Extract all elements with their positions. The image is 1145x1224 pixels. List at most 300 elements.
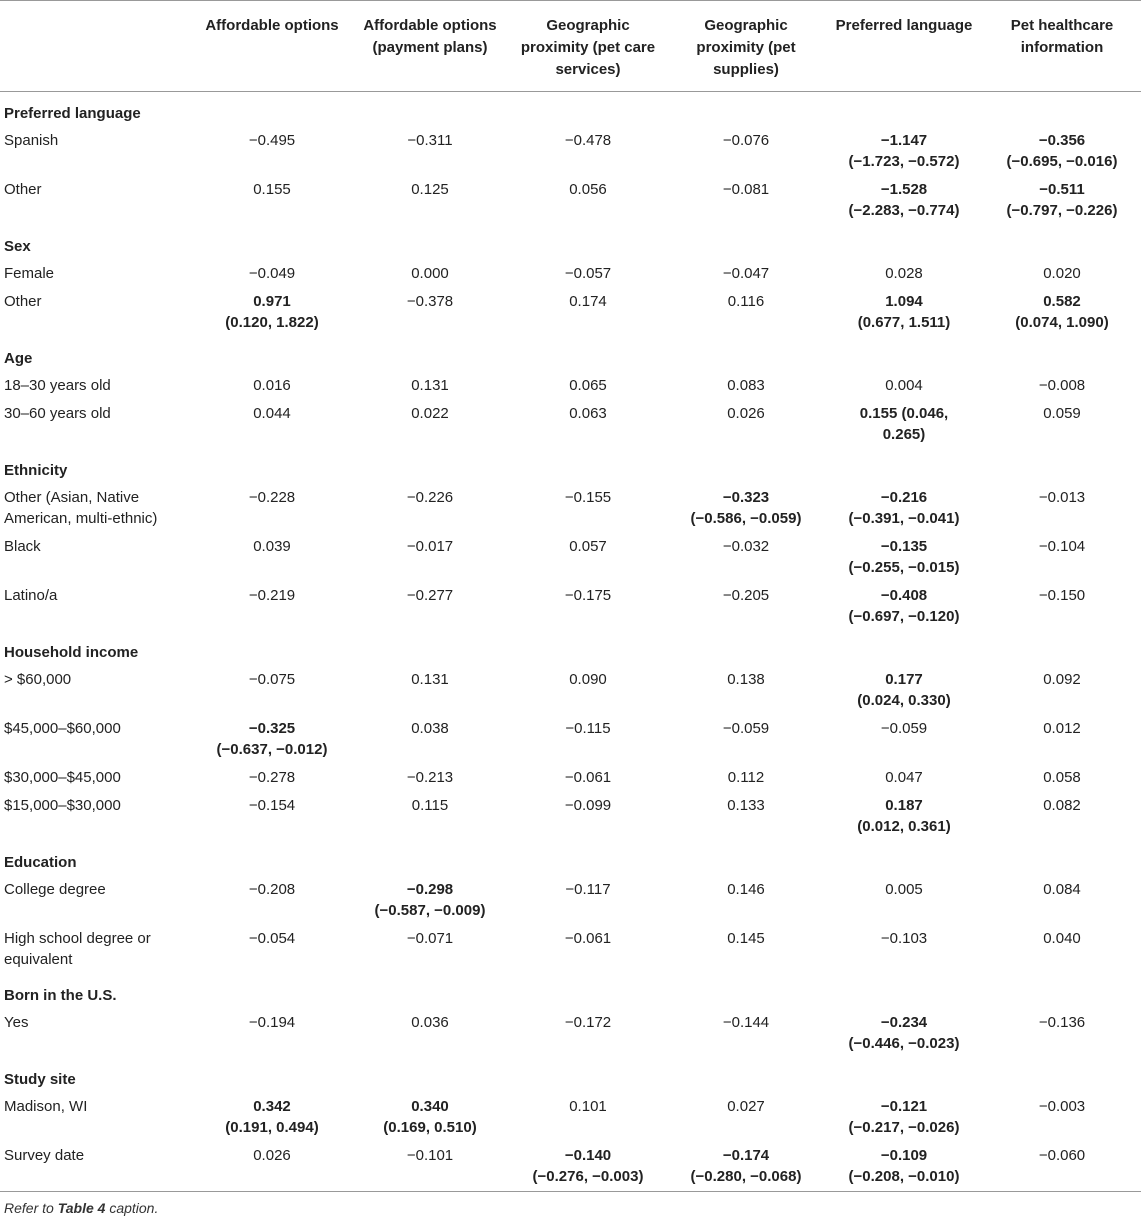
coefficient-cell: [983, 715, 1141, 764]
coefficient-cell: [193, 666, 351, 715]
section-row: [0, 1058, 1141, 1093]
section-title: Household income: [4, 644, 139, 661]
coefficient-value: 0.138: [727, 671, 765, 688]
coefficient-value: 0.012: [1043, 720, 1081, 737]
coefficient-cell: [667, 925, 825, 974]
footnote-suffix: caption.: [105, 1200, 159, 1216]
coefficient-value: −0.076: [722, 132, 770, 149]
coefficient-value: −0.103: [880, 930, 928, 947]
coefficient-cell: [825, 764, 983, 792]
coefficient-cell: [667, 876, 825, 925]
coefficient-value: −0.356: [1038, 132, 1086, 149]
coefficient-value: 0.084: [1043, 881, 1081, 898]
coefficient-value: −0.059: [722, 720, 770, 737]
coefficient-value: −0.378: [406, 293, 454, 310]
coefficient-cell: [193, 1142, 351, 1192]
coefficient-cell: [509, 764, 667, 792]
coefficient-cell: [825, 400, 983, 449]
coefficient-cell: [351, 400, 509, 449]
coefficient-value: −0.059: [880, 720, 928, 737]
confidence-interval: (0.024, 0.330): [857, 692, 951, 709]
coefficient-value: 0.039: [253, 538, 291, 555]
coefficient-value: 1.094: [885, 293, 923, 310]
coefficient-cell: [983, 764, 1141, 792]
row-label: Other (Asian, Native American, multi-ethnic): [4, 489, 158, 527]
coefficient-cell: [509, 792, 667, 841]
coefficient-value: 0.340: [411, 1098, 449, 1115]
coefficient-value: −0.075: [248, 671, 296, 688]
coefficient-value: −0.013: [1038, 489, 1086, 506]
confidence-interval: 0.265): [882, 426, 926, 443]
coefficient-cell: [509, 876, 667, 925]
coefficient-value: 0.056: [569, 181, 607, 198]
coefficient-value: 0.174: [569, 293, 607, 310]
coefficient-cell: [667, 533, 825, 582]
coefficient-value: 0.059: [1043, 405, 1081, 422]
coefficient-value: −0.115: [565, 720, 611, 737]
coefficient-cell: [193, 484, 351, 533]
coefficient-cell: [351, 925, 509, 974]
confidence-interval: (−0.208, −0.010): [848, 1168, 960, 1185]
coefficient-cell: [667, 1093, 825, 1142]
coefficient-value: −0.228: [248, 489, 296, 506]
coefficient-cell: [351, 176, 509, 225]
coefficient-value: −0.323: [722, 489, 770, 506]
coefficient-cell: [351, 288, 509, 337]
section-title: Sex: [4, 238, 31, 255]
confidence-interval: (−0.697, −0.120): [848, 608, 960, 625]
coefficient-value: 0.131: [411, 671, 449, 688]
coefficient-cell: [825, 288, 983, 337]
coefficient-value: −0.226: [406, 489, 454, 506]
coefficient-value: −0.277: [406, 587, 454, 604]
coefficient-cell: [667, 127, 825, 176]
header-cell-empty: [0, 1, 193, 92]
coefficient-value: −0.408: [880, 587, 928, 604]
confidence-interval: (−0.637, −0.012): [216, 741, 328, 758]
coefficient-value: 0.146: [727, 881, 765, 898]
coefficient-cell: [667, 582, 825, 631]
coefficient-value: −0.219: [248, 587, 296, 604]
coefficient-cell: [667, 764, 825, 792]
coefficient-cell: [193, 400, 351, 449]
row-label: Survey date: [4, 1147, 85, 1164]
section-row: [0, 337, 1141, 372]
row-label: 18–30 years old: [4, 377, 111, 394]
coefficient-value: 0.065: [569, 377, 607, 394]
confidence-interval: (0.012, 0.361): [857, 818, 951, 835]
table-row: [0, 1142, 1141, 1192]
coefficient-cell: [667, 715, 825, 764]
coefficient-value: 0.090: [569, 671, 607, 688]
coefficient-value: 0.342: [253, 1098, 291, 1115]
coefficient-value: −0.135: [880, 538, 928, 555]
coefficient-value: 0.082: [1043, 797, 1081, 814]
coefficient-value: −0.109: [880, 1147, 928, 1164]
coefficient-cell: [825, 715, 983, 764]
coefficient-cell: [825, 484, 983, 533]
coefficient-cell: [825, 260, 983, 288]
coefficient-cell: [825, 1142, 983, 1192]
coefficient-cell: [825, 176, 983, 225]
coefficient-cell: [983, 127, 1141, 176]
coefficient-cell: [351, 1093, 509, 1142]
table-body: [0, 92, 1141, 1192]
confidence-interval: (−0.797, −0.226): [1006, 202, 1118, 219]
table-footnote: [0, 1192, 1145, 1224]
row-label: > $60,000: [4, 671, 72, 688]
coefficient-cell: [509, 582, 667, 631]
coefficient-value: −1.528: [880, 181, 928, 198]
coefficient-value: −0.154: [248, 797, 296, 814]
coefficient-value: −0.208: [248, 881, 296, 898]
coefficient-value: −0.032: [722, 538, 770, 555]
coefficient-value: 0.092: [1043, 671, 1081, 688]
coefficient-value: 0.145: [727, 930, 765, 947]
row-label: Madison, WI: [4, 1098, 88, 1115]
coefficient-value: 0.133: [727, 797, 765, 814]
coefficient-cell: [351, 372, 509, 400]
coefficient-cell: [351, 260, 509, 288]
coefficient-value: −0.155: [564, 489, 612, 506]
coefficient-value: −0.174: [722, 1147, 770, 1164]
confidence-interval: (−0.217, −0.026): [848, 1119, 960, 1136]
coefficient-value: −0.003: [1038, 1098, 1086, 1115]
coefficient-cell: [825, 876, 983, 925]
coefficient-cell: [193, 176, 351, 225]
coefficient-value: −0.057: [564, 265, 612, 282]
coefficient-cell: [825, 127, 983, 176]
confidence-interval: (−0.587, −0.009): [374, 902, 486, 919]
table-row: [0, 876, 1141, 925]
coefficient-cell: [825, 792, 983, 841]
table-row: [0, 533, 1141, 582]
coefficient-value: 0.187: [885, 797, 923, 814]
coefficient-value: 0.057: [569, 538, 607, 555]
coefficient-cell: [509, 533, 667, 582]
coefficient-value: −0.054: [248, 930, 296, 947]
coefficient-value: −0.478: [564, 132, 612, 149]
coefficient-cell: [509, 176, 667, 225]
coefficient-value: 0.000: [411, 265, 449, 282]
coefficient-value: −0.017: [406, 538, 454, 555]
coefficient-cell: [509, 666, 667, 715]
coefficient-value: −0.061: [564, 769, 612, 786]
header-affordable-options: Affordable options: [205, 17, 339, 34]
coefficient-value: −0.061: [564, 930, 612, 947]
coefficient-cell: [193, 372, 351, 400]
coefficient-cell: [667, 1009, 825, 1058]
footnote-table-ref: Table 4: [57, 1200, 106, 1216]
coefficient-value: 0.125: [411, 181, 449, 198]
coefficient-value: −0.511: [1039, 181, 1085, 198]
section-title: Ethnicity: [4, 462, 68, 479]
confidence-interval: (−0.695, −0.016): [1006, 153, 1118, 170]
coefficient-value: 0.116: [727, 293, 765, 310]
table-row: [0, 1009, 1141, 1058]
table-row: [0, 582, 1141, 631]
coefficient-cell: [193, 925, 351, 974]
coefficient-value: 0.112: [727, 769, 765, 786]
coefficient-value: 0.004: [885, 377, 923, 394]
coefficient-cell: [193, 288, 351, 337]
section-row: [0, 631, 1141, 666]
table-row: [0, 1093, 1141, 1142]
coefficient-cell: [667, 372, 825, 400]
row-label: Latino/a: [4, 587, 58, 604]
coefficient-value: 0.971: [253, 293, 291, 310]
coefficient-value: 0.026: [253, 1147, 291, 1164]
coefficient-value: −0.216: [880, 489, 928, 506]
coefficient-value: −0.136: [1038, 1014, 1086, 1031]
coefficient-cell: [667, 288, 825, 337]
confidence-interval: (−0.446, −0.023): [848, 1035, 960, 1052]
table-row: [0, 666, 1141, 715]
coefficient-cell: [351, 1009, 509, 1058]
coefficient-cell: [509, 484, 667, 533]
coefficient-cell: [351, 666, 509, 715]
coefficient-cell: [983, 260, 1141, 288]
section-row: [0, 92, 1141, 128]
footnote-prefix: Refer to: [4, 1200, 58, 1216]
coefficient-cell: [193, 1093, 351, 1142]
confidence-interval: (0.074, 1.090): [1015, 314, 1109, 331]
coefficient-value: −0.311: [407, 132, 453, 149]
coefficient-cell: [509, 127, 667, 176]
coefficient-value: −0.104: [1038, 538, 1086, 555]
coefficient-value: −0.060: [1038, 1147, 1086, 1164]
section-row: [0, 841, 1141, 876]
confidence-interval: (−0.280, −0.068): [690, 1168, 802, 1185]
coefficient-cell: [509, 1009, 667, 1058]
coefficient-value: 0.131: [411, 377, 449, 394]
coefficient-cell: [509, 925, 667, 974]
table-row: [0, 400, 1141, 449]
coefficient-value: 0.020: [1043, 265, 1081, 282]
coefficient-value: 0.036: [411, 1014, 449, 1031]
row-label: $15,000–$30,000: [4, 797, 121, 814]
row-label: Other: [4, 181, 42, 198]
coefficient-value: −0.298: [406, 881, 454, 898]
header-geo-pet-supplies: Geographic proximity (pet supplies): [696, 17, 796, 78]
table-row: [0, 127, 1141, 176]
coefficient-cell: [825, 1093, 983, 1142]
header-geo-pet-care-services: Geographic proximity (pet care services): [520, 17, 656, 78]
coefficient-cell: [509, 1093, 667, 1142]
coefficient-cell: [351, 764, 509, 792]
coefficient-value: 0.005: [885, 881, 923, 898]
coefficient-cell: [983, 1009, 1141, 1058]
coefficient-cell: [193, 715, 351, 764]
coefficient-cell: [509, 288, 667, 337]
coefficient-value: −0.047: [722, 265, 770, 282]
table-row: [0, 715, 1141, 764]
coefficient-value: 0.063: [569, 405, 607, 422]
coefficient-cell: [983, 582, 1141, 631]
coefficient-cell: [351, 876, 509, 925]
table-row: [0, 288, 1141, 337]
coefficient-value: 0.022: [411, 405, 449, 422]
section-title: Born in the U.S.: [4, 987, 117, 1004]
section-title: Education: [4, 854, 77, 871]
coefficient-value: 0.044: [253, 405, 291, 422]
coefficient-value: −0.140: [564, 1147, 612, 1164]
confidence-interval: (−1.723, −0.572): [848, 153, 960, 170]
coefficient-value: −0.121: [880, 1098, 928, 1115]
coefficient-cell: [667, 666, 825, 715]
coefficient-value: 0.155: [253, 181, 291, 198]
coefficient-value: −0.117: [565, 881, 611, 898]
coefficient-value: 0.038: [411, 720, 449, 737]
coefficient-cell: [667, 260, 825, 288]
coefficient-cell: [825, 666, 983, 715]
coefficient-value: −1.147: [880, 132, 928, 149]
table-row: [0, 792, 1141, 841]
section-title: Study site: [4, 1071, 76, 1088]
table-row: [0, 372, 1141, 400]
header-affordable-payment-plans: Affordable options (payment plans): [363, 17, 497, 56]
coefficient-cell: [983, 400, 1141, 449]
coefficient-cell: [193, 582, 351, 631]
coefficient-cell: [983, 176, 1141, 225]
coefficient-value: 0.016: [253, 377, 291, 394]
coefficient-cell: [509, 715, 667, 764]
coefficient-value: −0.101: [406, 1147, 454, 1164]
table-header: [0, 1, 1141, 92]
row-label: College degree: [4, 881, 106, 898]
coefficient-value: −0.278: [248, 769, 296, 786]
section-row: [0, 974, 1141, 1009]
confidence-interval: (0.191, 0.494): [225, 1119, 319, 1136]
coefficient-cell: [193, 533, 351, 582]
section-row: [0, 449, 1141, 484]
coefficient-value: 0.047: [885, 769, 923, 786]
section-row: [0, 225, 1141, 260]
coefficient-cell: [351, 1142, 509, 1192]
coefficient-value: 0.582: [1043, 293, 1081, 310]
table-row: [0, 764, 1141, 792]
coefficient-cell: [351, 484, 509, 533]
coefficient-cell: [351, 127, 509, 176]
coefficient-cell: [509, 400, 667, 449]
header-preferred-language: Preferred language: [835, 17, 973, 34]
coefficient-value: −0.150: [1038, 587, 1086, 604]
coefficient-cell: [667, 1142, 825, 1192]
confidence-interval: (−0.586, −0.059): [690, 510, 802, 527]
row-label: $45,000–$60,000: [4, 720, 121, 737]
coefficient-value: 0.058: [1043, 769, 1081, 786]
confidence-interval: (−0.391, −0.041): [848, 510, 960, 527]
coefficient-cell: [193, 764, 351, 792]
coefficient-cell: [509, 372, 667, 400]
coefficient-cell: [193, 792, 351, 841]
coefficient-value: −0.234: [880, 1014, 928, 1031]
coefficient-value: 0.083: [727, 377, 765, 394]
table-row: [0, 925, 1141, 974]
coefficient-cell: [983, 876, 1141, 925]
coefficient-value: −0.213: [406, 769, 454, 786]
confidence-interval: (0.169, 0.510): [383, 1119, 477, 1136]
row-label: Other: [4, 293, 42, 310]
confidence-interval: (0.120, 1.822): [225, 314, 319, 331]
coefficient-cell: [193, 127, 351, 176]
coefficient-cell: [825, 925, 983, 974]
coefficient-cell: [825, 582, 983, 631]
coefficient-cell: [983, 372, 1141, 400]
coefficient-cell: [509, 1142, 667, 1192]
coefficient-cell: [983, 1093, 1141, 1142]
coefficient-cell: [667, 484, 825, 533]
coefficient-cell: [825, 1009, 983, 1058]
row-label: 30–60 years old: [4, 405, 111, 422]
coefficient-cell: [351, 792, 509, 841]
coefficient-cell: [983, 1142, 1141, 1192]
coefficient-cell: [667, 176, 825, 225]
coefficient-cell: [667, 792, 825, 841]
row-label: Female: [4, 265, 55, 282]
coefficient-cell: [193, 1009, 351, 1058]
coefficient-value: 0.040: [1043, 930, 1081, 947]
confidence-interval: (0.677, 1.511): [857, 314, 951, 331]
header-pet-healthcare-information: Pet healthcare information: [1010, 17, 1114, 56]
coefficient-value: −0.071: [406, 930, 454, 947]
coefficient-cell: [351, 533, 509, 582]
coefficient-value: −0.008: [1038, 377, 1086, 394]
coefficient-cell: [983, 533, 1141, 582]
coefficient-value: 0.026: [727, 405, 765, 422]
row-label: Black: [4, 538, 41, 555]
table-row: [0, 484, 1141, 533]
row-label: $30,000–$45,000: [4, 769, 121, 786]
coefficient-value: −0.495: [248, 132, 296, 149]
coefficient-cell: [825, 533, 983, 582]
coefficient-value: 0.115: [411, 797, 449, 814]
coefficient-cell: [351, 582, 509, 631]
coefficient-cell: [983, 288, 1141, 337]
coefficient-value: 0.028: [885, 265, 923, 282]
coefficient-value: −0.144: [722, 1014, 770, 1031]
coefficient-value: 0.177: [885, 671, 923, 688]
confidence-interval: (−0.255, −0.015): [848, 559, 960, 576]
section-title: Preferred language: [4, 105, 141, 122]
coefficient-cell: [983, 925, 1141, 974]
coefficient-value: −0.081: [722, 181, 770, 198]
coefficient-value: −0.325: [248, 720, 296, 737]
coefficient-value: −0.172: [564, 1014, 612, 1031]
confidence-interval: (−0.276, −0.003): [532, 1168, 644, 1185]
coefficient-cell: [825, 372, 983, 400]
coefficient-cell: [983, 666, 1141, 715]
coefficient-value: −0.049: [248, 265, 296, 282]
coefficient-cell: [193, 260, 351, 288]
row-label: High school degree or equivalent: [4, 930, 151, 968]
row-label: Spanish: [4, 132, 59, 149]
coefficient-cell: [509, 260, 667, 288]
coefficient-value: −0.194: [248, 1014, 296, 1031]
coefficient-cell: [983, 484, 1141, 533]
section-title: Age: [4, 350, 33, 367]
table-row: [0, 260, 1141, 288]
coefficient-value: −0.205: [722, 587, 770, 604]
confidence-interval: (−2.283, −0.774): [848, 202, 960, 219]
coefficient-value: 0.027: [727, 1098, 765, 1115]
table-row: [0, 176, 1141, 225]
row-label: Yes: [4, 1014, 29, 1031]
coefficient-value: 0.101: [569, 1098, 607, 1115]
coefficient-cell: [193, 876, 351, 925]
coefficient-cell: [667, 400, 825, 449]
coefficient-value: −0.099: [564, 797, 612, 814]
